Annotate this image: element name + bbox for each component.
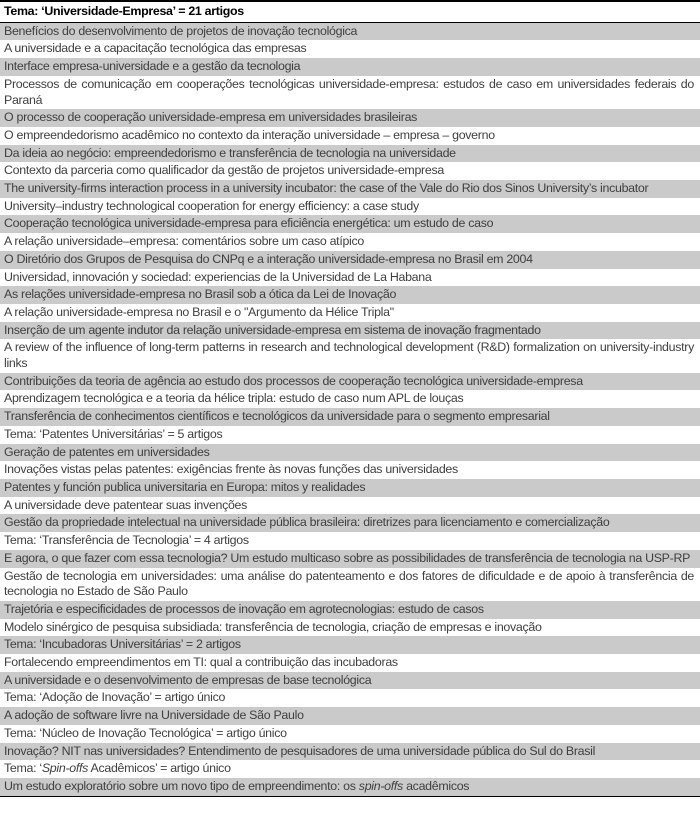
- article-row: O processo de cooperação universidade-empresa em universidades brasileiras: [0, 109, 700, 127]
- theme-row: [0, 760, 700, 778]
- theme-row: Tema: ‘Transferência de Tecnologia’ = 4 artigos: [4, 533, 249, 548]
- article-row: Gestão da propriedade intelectual na universidade pública brasileira: diretrizes para licenciamento e comercialização: [0, 514, 700, 532]
- theme-row: Tema: ‘Patentes Universitárias’ = 5 artigos: [4, 426, 223, 441]
- article-row: University–industry technological cooperation for energy efficiency: a case study: [4, 198, 419, 213]
- article-row: Modelo sinérgico de pesquisa subsidiada: transferência de tecnologia, criação de empresas e inovação: [4, 619, 542, 634]
- article-row: A adoção de software livre na Universidade de São Paulo: [0, 707, 700, 725]
- article-row: A universidade e o desenvolvimento de empresas de base tecnológica: [0, 672, 700, 690]
- article-row: Inovação? NIT nas universidades? Entendimento de pesquisadores de uma universidade pública do Sul do Brasil: [0, 743, 700, 761]
- article-row: Trajetória e especificidades de processos de inovação em agrotecnologias: estudo de casos: [0, 601, 700, 619]
- article-row: Transferência de conhecimentos científicos e tecnológicos da universidade para o segmento empresarial: [0, 408, 700, 426]
- article-row: Interface empresa-universidade e a gestão da tecnologia: [0, 58, 700, 76]
- article-row: O Diretório dos Grupos de Pesquisa do CNPq e a interação universidade-empresa no Brasil em 2004: [0, 251, 700, 269]
- article-row: Fortalecendo empreendimentos em TI: qual a contribuição das incubadoras: [4, 655, 398, 670]
- article-row: Gestão de tecnologia em universidades: uma análise do patenteamento e dos fatores de dificuldade e de apoio à transferência de tecnologia no Estado de São Paulo: [4, 568, 694, 599]
- article-row: Benefícios do desenvolvimento de projetos de inovação tecnológica: [0, 23, 700, 41]
- article-row: Geração de patentes em universidades: [0, 444, 700, 462]
- article-row: Processos de comunicação em cooperações tecnológicas universidade-empresa: estudos de caso em universidades federais do Paraná: [4, 76, 694, 107]
- article-row: A universidade e a capacitação tecnológica das empresas: [4, 41, 307, 56]
- theme-row: Tema: ‘Núcleo de Inovação Tecnológica’ = artigo único: [4, 725, 287, 740]
- article-row: Contribuições da teoria de agência ao estudo dos processos de cooperação tecnológica universidade-empresa: [0, 373, 700, 391]
- row-text: Acadêmicos’ = artigo único: [88, 761, 231, 776]
- theme-row: Tema: ‘Incubadoras Universitárias’ = 2 artigos: [0, 636, 700, 654]
- article-row: As relações universidade-empresa no Brasil sob a ótica da Lei de Inovação: [0, 286, 700, 304]
- article-row: Contexto da parceria como qualificador da gestão de projetos universidade-empresa: [4, 163, 444, 178]
- row-text-italic: spin-offs: [358, 778, 403, 793]
- article-row: Da ideia ao negócio: empreendedorismo e transferência de tecnologia na universidade: [0, 145, 700, 163]
- article-row: A review of the influence of long-term patterns in research and technological development (R&D) formalization on university-industry links: [4, 340, 694, 371]
- row-text: Um estudo exploratório sobre um novo tipo de empreendimento: os: [4, 778, 359, 793]
- row-text: acadêmicos: [402, 778, 470, 793]
- article-row: [0, 778, 700, 796]
- article-row: O empreendedorismo acadêmico no contexto da interação universidade – empresa – governo: [4, 127, 495, 142]
- article-row: Inserção de um agente indutor da relação universidade-empresa em sistema de inovação fragmentado: [0, 322, 700, 340]
- article-row: Aprendizagem tecnológica e a teoria da hélice tripla: estudo de caso num APL de louças: [4, 391, 464, 406]
- article-row: A relação universidade–empresa: comentários sobre um caso atípico: [4, 234, 364, 249]
- table-header-row: Tema: ‘Universidade-Empresa’ = 21 artigos: [0, 2, 700, 23]
- article-row: Inovações vistas pelas patentes: exigências frente às novas funções das universidades: [4, 462, 458, 477]
- article-row: The university-firms interaction process in a university incubator: the case of the Vale do Rio dos Sinos University’s incubator: [0, 180, 700, 198]
- article-row: Universidad, innovación y sociedad: experiencias de la Universidad de La Habana: [4, 269, 432, 284]
- theme-row: Tema: ‘Adoção de Inovação’ = artigo único: [4, 690, 226, 705]
- article-row: A relação universidade-empresa no Brasil e o "Argumento da Hélice Tripla": [4, 304, 394, 319]
- article-row: A universidade deve patentear suas invenções: [4, 497, 248, 512]
- row-text-italic: Spin-offs: [41, 761, 89, 776]
- row-text: Tema: ‘: [4, 761, 42, 776]
- article-row: Patentes y función publica universitaria en Europa: mitos y realidades: [0, 479, 700, 497]
- article-row: Cooperação tecnológica universidade-empresa para eficiência energética: um estudo de caso: [0, 215, 700, 233]
- article-row: E agora, o que fazer com essa tecnologia? Um estudo multicaso sobre as possibilidades de transferência de tecnologia na USP-RP: [0, 550, 700, 568]
